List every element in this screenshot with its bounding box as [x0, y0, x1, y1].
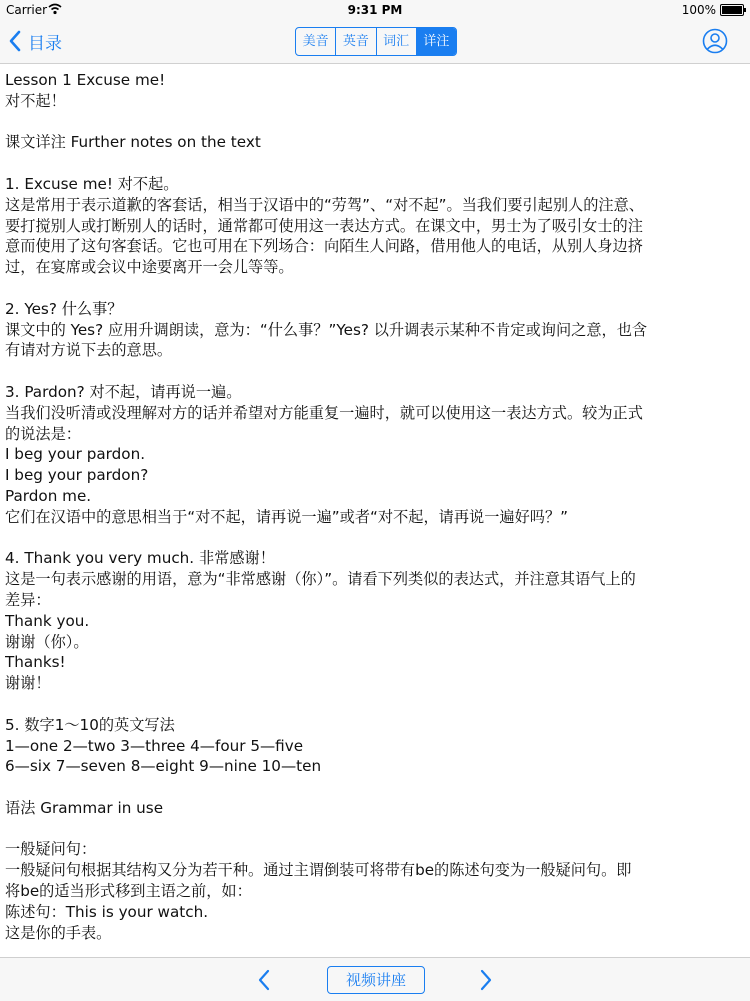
- back-label: 目录: [28, 33, 62, 54]
- text-line: Thank you.: [5, 611, 90, 630]
- segment-detailed-notes[interactable]: 详注: [417, 28, 456, 55]
- text-line: 有请对方说下去的意思。: [5, 341, 173, 360]
- text-line: [5, 112, 745, 133]
- text-line: 2. Yes? 什么事？: [5, 299, 123, 318]
- audio-mode-segmented-control: [295, 27, 457, 56]
- text-line: I beg your pardon.: [5, 445, 146, 464]
- text-line: [5, 528, 745, 549]
- text-line: 3. Pardon? 对不起，请再说一遍。: [5, 382, 242, 401]
- chevron-right-icon[interactable]: [476, 968, 496, 992]
- text-line: 差异：: [5, 590, 51, 609]
- text-line: [5, 777, 745, 798]
- video-lecture-button[interactable]: 视频讲座: [327, 966, 425, 994]
- text-line: [5, 361, 745, 382]
- text-line: 将be的适当形式移到主语之前，如：: [5, 882, 252, 901]
- text-line: [5, 278, 745, 299]
- text-line: 谢谢（你）。: [5, 632, 89, 651]
- text-line: 语法 Grammar in use: [5, 798, 164, 817]
- text-line: Pardon me.: [5, 486, 92, 505]
- text-line: [5, 694, 745, 715]
- text-line: 意而使用了这句客套话。它也可用在下列场合：向陌生人问路，借用他人的电话，从别人身边挤: [5, 237, 643, 256]
- chevron-left-icon: [8, 30, 22, 52]
- chevron-left-icon[interactable]: [254, 968, 274, 992]
- text-line: 一般疑问句根据其结构又分为若干种。通过主谓倒装可将带有be的陈述句变为一般疑问句。即: [5, 861, 632, 880]
- text-line: 5. 数字1～10的英文写法: [5, 715, 175, 734]
- text-line: 1—one 2—two 3—three 4—four 5—five: [5, 736, 304, 755]
- battery-percent: 100%: [681, 3, 716, 17]
- text-line: 课文详注 Further notes on the text: [5, 133, 261, 152]
- text-line: 要打搅别人或打断别人的话时，通常都可使用这一表达方式。在课文中，男士为了吸引女士的注: [5, 216, 643, 235]
- carrier-label: Carrier: [6, 3, 48, 17]
- text-line: 这是你的手表。: [5, 923, 112, 942]
- text-line: 一般疑问句：: [5, 840, 97, 859]
- segment-vocabulary[interactable]: 词汇: [377, 28, 417, 55]
- text-line: 过，在宴席或会议中途要离开一会儿等等。: [5, 258, 294, 277]
- text-line: [5, 819, 745, 840]
- battery-icon: [720, 4, 744, 16]
- text-line: [5, 153, 745, 174]
- text-line: 陈述句：This is your watch.: [5, 902, 209, 921]
- segment-american-audio[interactable]: 美音: [296, 28, 336, 55]
- user-profile-icon[interactable]: [702, 28, 728, 54]
- text-line: 谢谢！: [5, 674, 51, 693]
- navigation-bar: [0, 20, 750, 64]
- text-line: 1. Excuse me! 对不起。: [5, 174, 179, 193]
- text-line: Lesson 1 Excuse me!: [5, 71, 166, 89]
- text-line: Thanks!: [5, 653, 66, 672]
- text-line: 的说法是：: [5, 424, 81, 443]
- segment-british-audio[interactable]: 英音: [336, 28, 376, 55]
- clock: 9:31 PM: [347, 3, 403, 17]
- text-line: 它们在汉语中的意思相当于“对不起，请再说一遍”或者“对不起，请再说一遍好吗？”: [5, 507, 569, 526]
- bottom-toolbar: [0, 957, 750, 1001]
- text-line: 4. Thank you very much. 非常感谢！: [5, 549, 275, 568]
- status-bar: [0, 0, 750, 20]
- text-line: 当我们没听清或没理解对方的话并希望对方能重复一遍时，就可以使用这一表达方式。较为正式: [5, 403, 643, 422]
- text-line: 这是常用于表示道歉的客套话，相当于汉语中的“劳驾”、“对不起”。当我们要引起别人的注意、: [5, 195, 644, 214]
- lesson-notes-text: [5, 70, 745, 957]
- text-line: 对不起！: [5, 91, 66, 110]
- text-line: 这是一句表示感谢的用语，意为“非常感谢（你）”。请看下列类似的表达式，并注意其语气上的: [5, 570, 636, 589]
- back-button[interactable]: [8, 28, 62, 54]
- text-line: I beg your pardon?: [5, 466, 149, 485]
- text-line: 课文中的 Yes? 应用升调朗读，意为：“什么事？”Yes? 以升调表示某种不肯定或询问之意，也含: [5, 320, 648, 339]
- text-line: 6—six 7—seven 8—eight 9—nine 10—ten: [5, 757, 322, 776]
